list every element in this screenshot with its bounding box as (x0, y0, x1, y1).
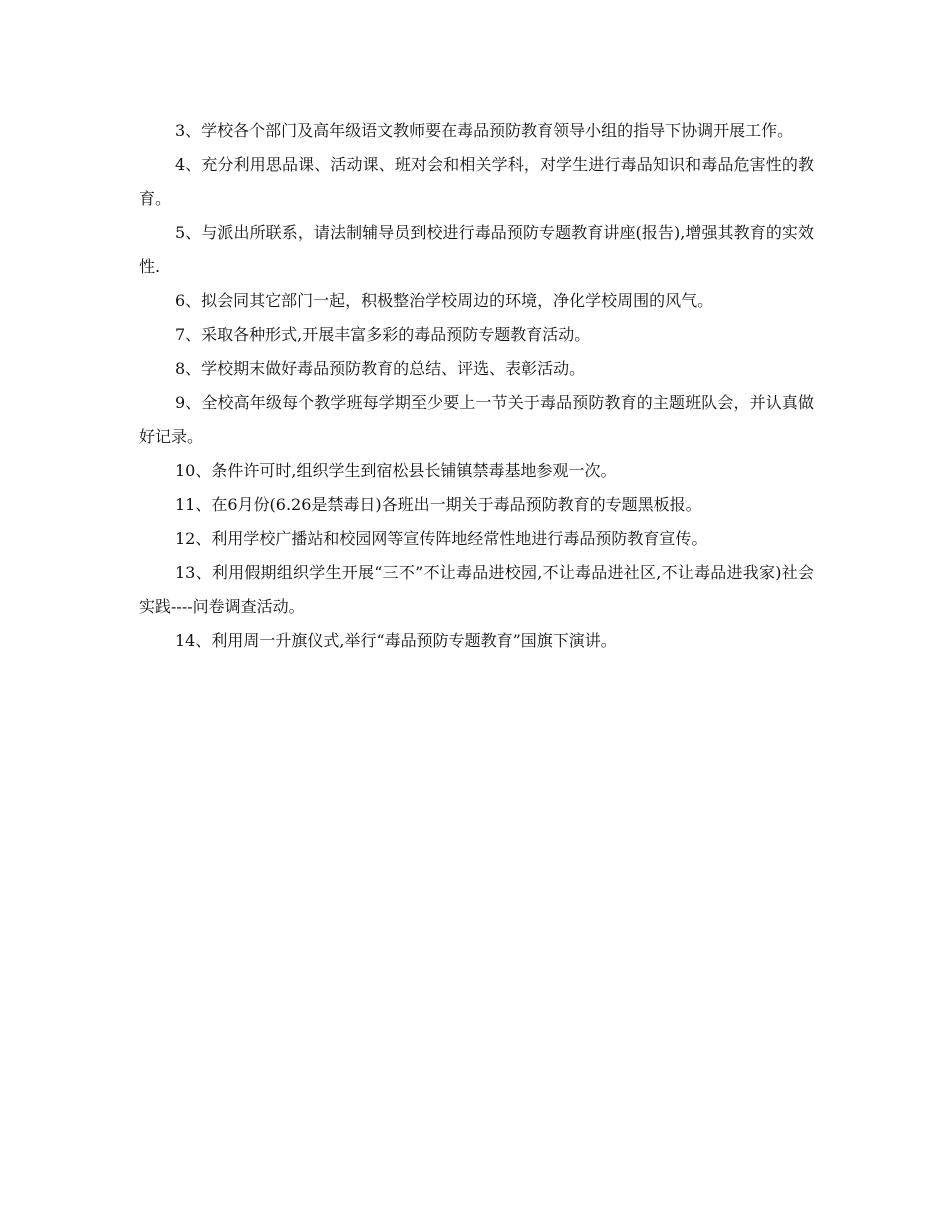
list-item: 6、拟会同其它部门一起，积极整治学校周边的环境，净化学校周围的风气。 (175, 291, 714, 310)
list-item: 8、学校期末做好毒品预防教育的总结、评选、表彰活动。 (175, 359, 586, 378)
list-item: 4、充分利用思品课、活动课、班对会和相关学科，对学生进行毒品知识和毒品危害性的教育。 (139, 155, 814, 208)
list-item: 5、与派出所联系，请法制辅导员到校进行毒品预防专题教育讲座(报告),增强其教育的实效性. (139, 223, 814, 276)
list-item: 14、利用周一升旗仪式,举行“毒品预防专题教育”国旗下演讲。 (175, 631, 617, 650)
list-item: 11、在6月份(6.26是禁毒日)各班出一期关于毒品预防教育的专题黑板报。 (175, 495, 702, 514)
list-item: 7、采取各种形式,开展丰富多彩的毒品预防专题教育活动。 (175, 325, 591, 344)
list-item: 9、全校高年级每个教学班每学期至少要上一节关于毒品预防教育的主题班队会，并认真做好记录。 (139, 393, 814, 446)
list-item: 10、条件许可时,组织学生到宿松县长铺镇禁毒基地参观一次。 (175, 461, 617, 480)
list-item: 13、利用假期组织学生开展“三不”不让毒品进校园,不让毒品进社区,不让毒品进我家)社会实践----问卷调查活动。 (139, 563, 814, 616)
list-item: 3、学校各个部门及高年级语文教师要在毒品预防教育领导小组的指导下协调开展工作。 (175, 121, 794, 140)
document-body (139, 114, 814, 658)
list-item: 12、利用学校广播站和校园网等宣传阵地经常性地进行毒品预防教育宣传。 (175, 529, 708, 548)
